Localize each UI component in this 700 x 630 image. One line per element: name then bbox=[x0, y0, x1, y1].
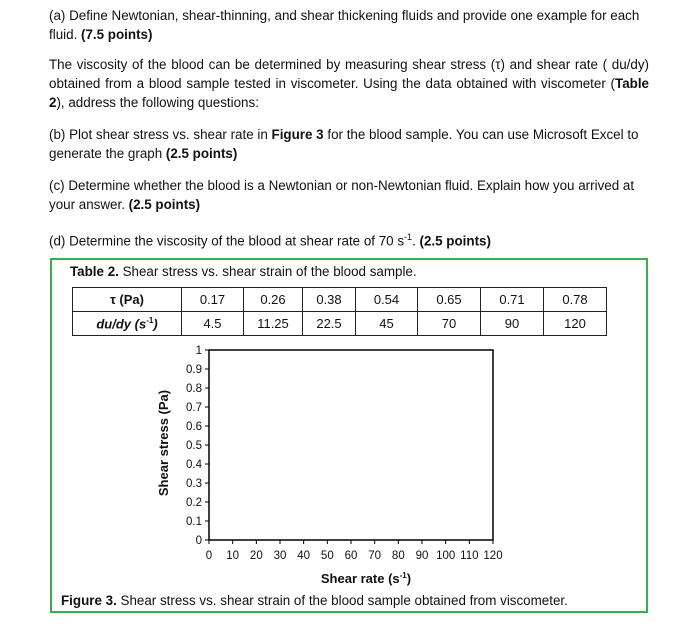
x-tick-label: 0 bbox=[205, 550, 213, 562]
question-a-label: (a) bbox=[49, 8, 66, 23]
question-b-text-1: Plot shear stress vs. shear rate in bbox=[65, 127, 272, 142]
x-tick-label: 10 bbox=[226, 550, 240, 562]
intro-table-ref: Table 2 bbox=[49, 76, 649, 110]
y-axis-ticks bbox=[186, 345, 209, 547]
x-tick-label: 100 bbox=[436, 550, 456, 562]
table-cell: 11.25 bbox=[244, 312, 303, 336]
x-axis-label-main: Shear rate (s bbox=[320, 571, 400, 586]
table-cell: 0.26 bbox=[244, 288, 303, 312]
dudy-header-end: ) bbox=[153, 316, 158, 332]
table-cell: 22.5 bbox=[303, 312, 356, 336]
x-tick-label: 30 bbox=[273, 550, 287, 562]
table-cell: 70 bbox=[418, 312, 481, 336]
y-tick-label: 0.6 bbox=[186, 421, 202, 433]
figure-caption-text: Shear stress vs. shear strain of the blood sample obtained from viscometer. bbox=[116, 593, 568, 608]
table-caption-text: Shear stress vs. shear strain of the blood sample. bbox=[118, 264, 417, 279]
question-c-label: (c) bbox=[49, 178, 65, 193]
x-tick-label: 20 bbox=[249, 550, 263, 562]
intro-text-2: ), address the following questions: bbox=[56, 95, 259, 110]
table-cell: 0.65 bbox=[418, 288, 481, 312]
question-a-text: Define Newtonian, shear-thinning, and shear thickening fluids and provide one example for each fluid. bbox=[49, 8, 640, 42]
figure-caption-bold: Figure 3. bbox=[61, 593, 117, 608]
question-b-figure-ref: Figure 3 bbox=[271, 127, 324, 142]
x-axis-ticks bbox=[206, 540, 503, 562]
question-c-points: (2.5 points) bbox=[128, 197, 201, 212]
table-cell: 0.17 bbox=[182, 288, 244, 312]
y-axis-label: Shear stress (Pa) bbox=[156, 389, 171, 497]
table-cell: 45 bbox=[356, 312, 418, 336]
plot-area bbox=[209, 350, 493, 540]
x-tick-label: 50 bbox=[320, 550, 334, 562]
x-axis-label-sup: -1 bbox=[399, 571, 407, 580]
y-tick-label: 0.8 bbox=[186, 383, 202, 395]
question-b-points: (2.5 points) bbox=[165, 146, 238, 161]
table-cell: 120 bbox=[544, 312, 607, 336]
table-caption-bold: Table 2. bbox=[70, 264, 119, 279]
table-cell: 0.54 bbox=[356, 288, 418, 312]
y-tick-label: 1 bbox=[195, 345, 202, 357]
x-tick-label: 60 bbox=[344, 550, 358, 562]
table-header-tau: τ (Pa) bbox=[73, 288, 182, 312]
table-cell: 0.78 bbox=[544, 288, 607, 312]
x-tick-label: 80 bbox=[391, 550, 405, 562]
question-d-label: (d) bbox=[49, 233, 66, 249]
x-tick-label: 110 bbox=[460, 550, 479, 562]
question-b-text-2: for the blood sample. You can use Microsoft Excel to generate the graph bbox=[49, 127, 639, 161]
table-cell: 0.38 bbox=[303, 288, 356, 312]
x-tick-label: 90 bbox=[415, 550, 429, 562]
y-tick-label: 0.5 bbox=[186, 440, 202, 452]
y-tick-label: 0.2 bbox=[186, 497, 202, 509]
dudy-header-sup: -1 bbox=[146, 315, 154, 325]
table-cell: 90 bbox=[481, 312, 544, 336]
y-tick-label: 0.9 bbox=[186, 364, 202, 376]
x-axis-label bbox=[321, 571, 411, 586]
y-tick-label: 0.4 bbox=[186, 459, 202, 471]
dudy-header-main: du/dy (s bbox=[96, 316, 147, 332]
x-tick-label: 40 bbox=[297, 550, 311, 562]
x-axis-label-end: ) bbox=[406, 571, 412, 586]
table-cell: 4.5 bbox=[182, 312, 244, 336]
question-d-sup: -1 bbox=[404, 232, 413, 242]
question-c-text: Determine whether the blood is a Newtonian or non-Newtonian fluid. Explain how you arrived at your answer. bbox=[49, 178, 635, 212]
x-tick-label: 70 bbox=[368, 550, 382, 562]
question-d-points: (2.5 points) bbox=[419, 233, 491, 249]
figure-caption bbox=[61, 593, 568, 608]
question-b-label: (b) bbox=[49, 127, 66, 142]
question-d-text-2: . bbox=[412, 233, 420, 249]
x-tick-label: 120 bbox=[483, 550, 503, 562]
y-tick-label: 0 bbox=[195, 535, 202, 547]
y-tick-label: 0.3 bbox=[186, 478, 202, 490]
question-a-points: (7.5 points) bbox=[81, 27, 153, 42]
table-cell: 0.71 bbox=[481, 288, 544, 312]
intro-text-1: The viscosity of the blood can be determined by measuring shear stress (τ) and shear rate ( du/dy) obtained from a blood sample tested in viscometer. Using the data obtained with viscometer ( bbox=[49, 57, 649, 91]
y-tick-label: 0.7 bbox=[186, 402, 202, 414]
question-d-text: Determine the viscosity of the blood at shear rate of 70 s bbox=[65, 233, 405, 249]
y-tick-label: 0.1 bbox=[186, 516, 202, 528]
